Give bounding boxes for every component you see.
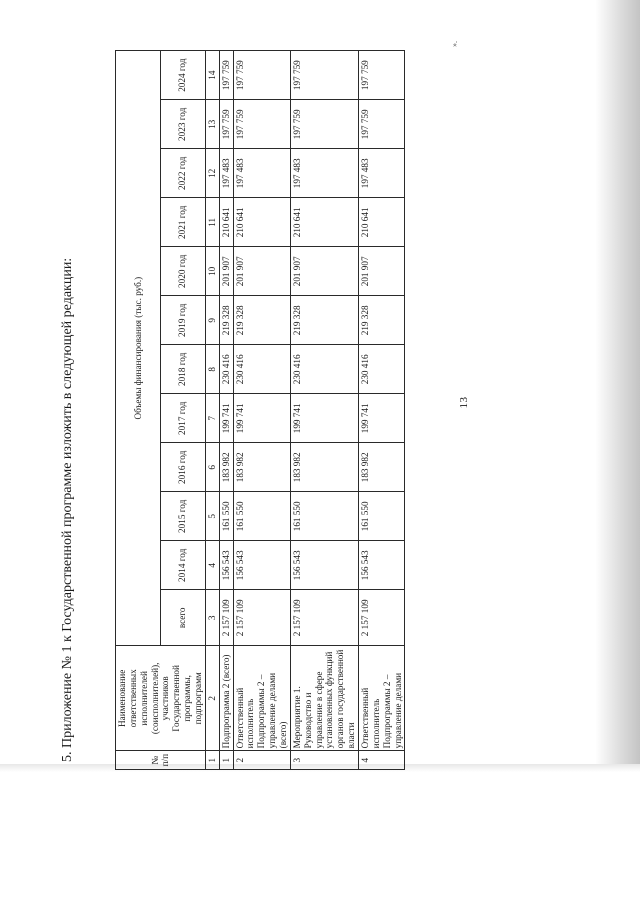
row-value: 197 759 [233, 51, 290, 100]
row-value: 161 550 [359, 492, 405, 541]
row-value: 201 907 [233, 247, 290, 296]
column-number: 1 [205, 751, 219, 770]
row-value: 210 641 [219, 198, 233, 247]
row-value: 156 543 [359, 541, 405, 590]
header-year: 2016 год [160, 443, 205, 492]
row-value: 183 982 [359, 443, 405, 492]
rotated-page [40, 35, 490, 770]
column-number: 12 [205, 149, 219, 198]
column-number: 11 [205, 198, 219, 247]
column-number: 2 [205, 646, 219, 751]
table-row [233, 51, 290, 770]
row-value: 210 641 [359, 198, 405, 247]
table-row [290, 51, 358, 770]
row-value: 219 328 [359, 296, 405, 345]
row-value: 199 741 [219, 394, 233, 443]
column-number: 7 [205, 394, 219, 443]
row-value: 183 982 [233, 443, 290, 492]
column-number: 14 [205, 51, 219, 100]
header-year: 2017 год [160, 394, 205, 443]
row-value: 197 483 [290, 149, 358, 198]
header-year: 2023 год [160, 100, 205, 149]
row-value: 219 328 [233, 296, 290, 345]
row-value: 199 741 [233, 394, 290, 443]
amendment-note: 5. Приложение № 1 к Государственной программе изложить в следующей редакции: [60, 257, 75, 762]
row-total: 2 157 109 [290, 590, 358, 646]
row-value: 197 759 [219, 51, 233, 100]
header-total: всего [160, 590, 205, 646]
column-number: 6 [205, 443, 219, 492]
row-value: 210 641 [290, 198, 358, 247]
row-number: 2 [233, 751, 290, 770]
header-funding: Объемы финансирования (тыс. руб.) [116, 51, 161, 646]
header-year: 2019 год [160, 296, 205, 345]
header-year: 2018 год [160, 345, 205, 394]
row-value: 230 416 [233, 345, 290, 394]
header-year: 2014 год [160, 541, 205, 590]
row-name: Подпрограмма 2 (всего) [219, 646, 233, 751]
row-value: 161 550 [290, 492, 358, 541]
row-value: 201 907 [219, 247, 233, 296]
header-num: № п/п [116, 751, 206, 770]
header-name: Наименование ответственных исполнителей (соисполнителей), участников Государственной программы, подпрограмм [116, 646, 206, 751]
row-value: 156 543 [219, 541, 233, 590]
row-value: 197 759 [359, 100, 405, 149]
row-value: 197 759 [290, 51, 358, 100]
row-total: 2 157 109 [233, 590, 290, 646]
row-name: Мероприятие 1. Руководство и управление в сфере установленных функций органов государственной власти [290, 646, 358, 751]
column-number: 13 [205, 100, 219, 149]
column-number: 8 [205, 345, 219, 394]
row-value: 201 907 [359, 247, 405, 296]
row-value: 197 759 [290, 100, 358, 149]
row-value: 183 982 [219, 443, 233, 492]
row-value: 210 641 [233, 198, 290, 247]
row-value: 156 543 [233, 541, 290, 590]
row-value: 197 759 [219, 100, 233, 149]
header-row-1 [116, 51, 161, 770]
row-value: 197 759 [233, 100, 290, 149]
row-value: 219 328 [219, 296, 233, 345]
header-year: 2015 год [160, 492, 205, 541]
financing-table [115, 50, 405, 770]
row-name: Ответственный исполнитель Подпрограммы 2 – управление делами [359, 646, 405, 751]
page-number: 13 [458, 396, 470, 409]
header-year: 2022 год [160, 149, 205, 198]
row-value: 230 416 [219, 345, 233, 394]
column-number: 5 [205, 492, 219, 541]
row-value: 230 416 [290, 345, 358, 394]
row-value: 219 328 [290, 296, 358, 345]
table-row [359, 51, 405, 770]
row-value: 156 543 [290, 541, 358, 590]
row-value: 230 416 [359, 345, 405, 394]
header-year: 2024 год [160, 51, 205, 100]
column-number-row [205, 51, 219, 770]
row-value: 183 982 [290, 443, 358, 492]
row-value: 197 483 [359, 149, 405, 198]
table-row [219, 51, 233, 770]
column-number: 10 [205, 247, 219, 296]
row-value: 197 759 [359, 51, 405, 100]
row-value: 197 483 [233, 149, 290, 198]
column-number: 3 [205, 590, 219, 646]
row-value: 199 741 [359, 394, 405, 443]
row-value: 199 741 [290, 394, 358, 443]
row-number: 3 [290, 751, 358, 770]
row-number: 4 [359, 751, 405, 770]
closing-quote-mark: ». [450, 41, 459, 47]
column-number: 9 [205, 296, 219, 345]
row-number: 1 [219, 751, 233, 770]
row-value: 161 550 [233, 492, 290, 541]
row-total: 2 157 109 [359, 590, 405, 646]
row-total: 2 157 109 [219, 590, 233, 646]
row-name: Ответственный исполнитель Подпрограммы 2 – управление делами (всего) [233, 646, 290, 751]
column-number: 4 [205, 541, 219, 590]
header-year: 2020 год [160, 247, 205, 296]
row-value: 201 907 [290, 247, 358, 296]
header-year: 2021 год [160, 198, 205, 247]
row-value: 197 483 [219, 149, 233, 198]
row-value: 161 550 [219, 492, 233, 541]
